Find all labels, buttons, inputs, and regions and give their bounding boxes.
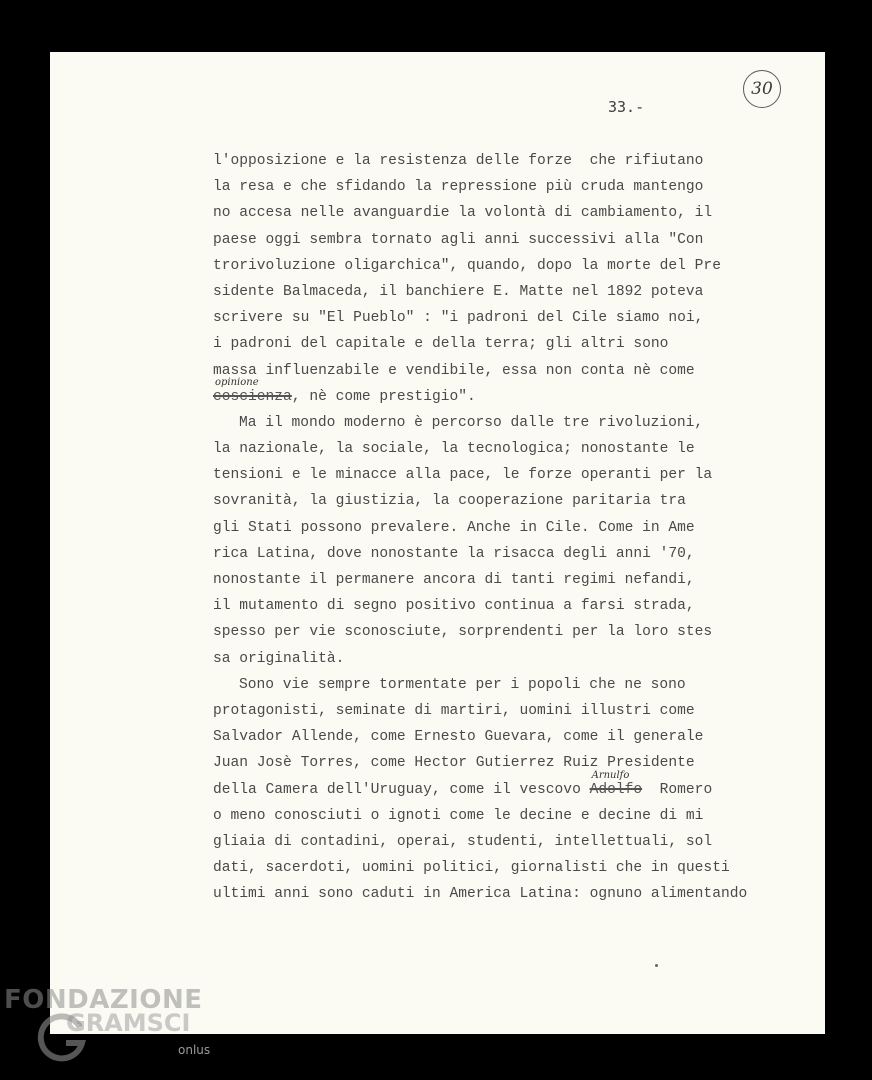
text-line: l'opposizione e la resistenza delle forze che rifiutano — [213, 153, 704, 169]
text-line: rica Latina, dove nonostante la risacca degli anni '70, — [213, 545, 695, 562]
text-line: dati, sacerdoti, uomini politici, giornalisti che in questi — [213, 860, 730, 877]
text-line: la resa e che sfidando la repressione più cruda mantengo — [213, 179, 704, 196]
foundation-watermark — [4, 985, 219, 1080]
text-segment: , nè come prestigio". — [291, 388, 476, 405]
text-line: paese oggi sembra tornato agli anni successivi alla "Con — [213, 231, 704, 248]
text-line-with-correction — [213, 769, 813, 803]
text-line: sa originalità. — [213, 650, 345, 667]
text-line: i padroni del capitale e della terra; gli altri sono — [213, 336, 669, 353]
struck-word: Adolfo — [589, 781, 643, 798]
text-line: il mutamento di segno positivo continua a farsi strada, — [213, 598, 695, 615]
typed-text-block — [213, 148, 813, 907]
text-segment: della Camera dell'Uruguay, come il vescovo — [213, 781, 590, 798]
correction — [213, 376, 292, 410]
page-number: 33.- — [608, 98, 645, 116]
text-line: tensioni e le minacce alla pace, le forze operanti per la — [213, 467, 713, 484]
text-line: trorivoluzione oligarchica", quando, dopo la morte del Pre — [213, 257, 721, 274]
text-line: sidente Balmaceda, il banchiere E. Matte nel 1892 poteva — [213, 283, 704, 300]
ink-dot — [655, 964, 658, 967]
text-line: ultimi anni sono caduti in America Latina: ognuno alimentando — [213, 886, 748, 903]
watermark-line3: onlus — [178, 1043, 211, 1057]
text-line-with-correction — [213, 376, 813, 410]
text-line: Salvador Allende, come Ernesto Guevara, come il generale — [213, 729, 704, 746]
watermark-line1: FONDAZIONE — [4, 985, 203, 1015]
text-line: no accesa nelle avanguardie la volontà di cambiamento, il — [213, 205, 713, 222]
text-line: spesso per vie sconosciute, sorprendenti per la loro stes — [213, 624, 713, 641]
text-line: sovranità, la giustizia, la cooperazione paritaria tra — [213, 493, 686, 510]
text-line: Ma il mondo moderno è percorso dalle tre rivoluzioni, — [239, 414, 704, 431]
text-line: gliaia di contadini, operai, studenti, intellettuali, sol — [213, 833, 713, 850]
watermark-line2: GRAMSCI — [66, 1009, 191, 1037]
text-line: protagonisti, seminate di martiri, uomini illustri come — [213, 702, 695, 719]
handwritten-insertion: Arnulfo — [591, 769, 630, 781]
text-segment: Romero — [642, 781, 713, 798]
text-line: scrivere su "El Pueblo" : "i padroni del Cile siamo noi, — [213, 310, 704, 327]
text-line: la nazionale, la sociale, la tecnologica; nonostante le — [213, 441, 695, 458]
handwritten-insertion: opinione — [215, 376, 259, 388]
text-line: massa influenzabile e vendibile, essa non conta nè come — [213, 362, 695, 379]
paper-sheet — [50, 52, 825, 1034]
correction — [589, 769, 643, 803]
text-line: Sono vie sempre tormentate per i popoli che ne sono — [239, 676, 686, 693]
text-line: nonostante il permanere ancora di tanti regimi nefandi, — [213, 572, 695, 588]
text-line: o meno conosciuti o ignoti come le decine e decine di mi — [213, 807, 704, 824]
archive-number-circled: 30 — [743, 70, 781, 108]
text-line: Juan Josè Torres, come Hector Gutierrez Ruiz Presidente — [213, 755, 695, 772]
struck-word: coscienza — [213, 388, 292, 405]
text-line: gli Stati possono prevalere. Anche in Cile. Come in Ame — [213, 519, 695, 536]
